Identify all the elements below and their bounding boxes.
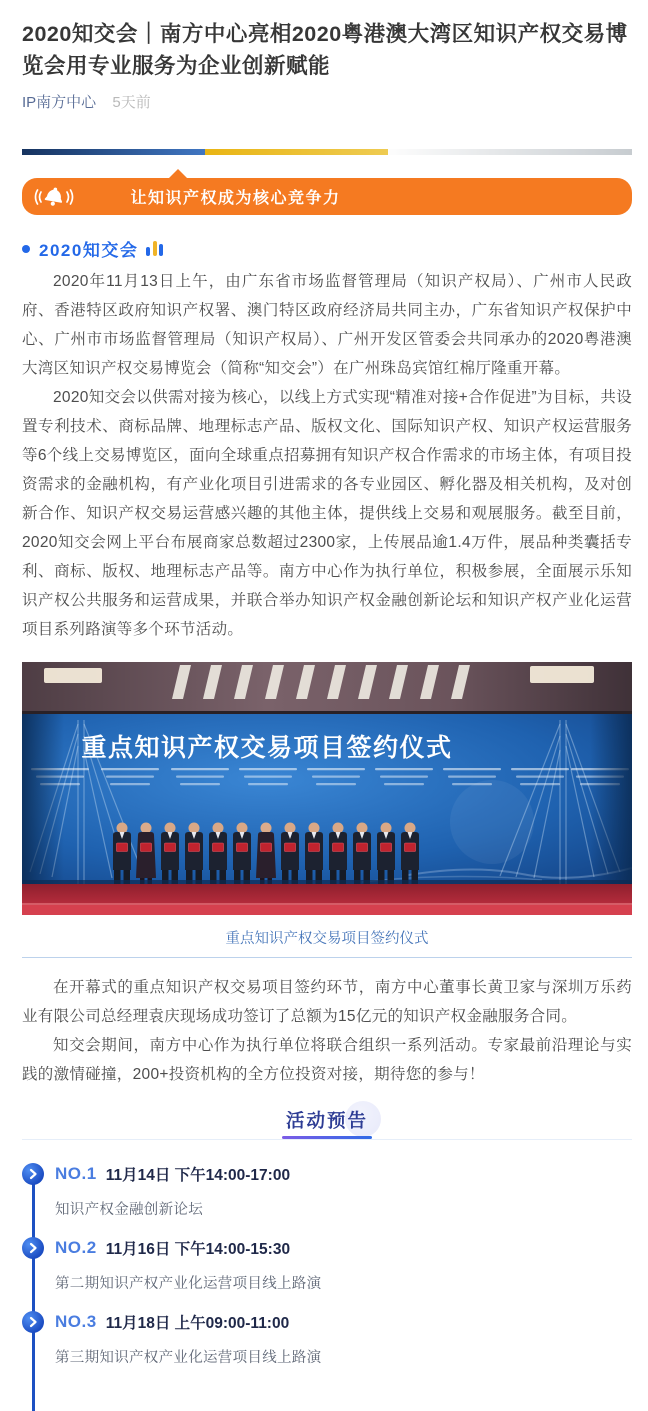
chevron-circle-icon xyxy=(22,1237,44,1259)
events-title-underline xyxy=(282,1136,372,1139)
event-datetime: 11月14日 下午14:00-17:00 xyxy=(105,1167,291,1184)
section-title: 2020知交会 xyxy=(39,241,139,260)
slogan-banner xyxy=(22,178,632,215)
timeline-event-1 xyxy=(22,1163,632,1219)
event-photo-figure xyxy=(22,662,632,948)
divider-gold-segment xyxy=(205,149,388,155)
paragraph-2: 2020知交会以供需对接为核心，以线上方式实现“精准对接+合作促进”为目标，共设置专利技术、商标品牌、地理标志产品、版权文化、国际知识产权、知识产权运营服务等6个线上交易博览区，面向全球重点招募拥有知识产权合作需求的市场主体，有项目投资需求的金融机构，有产业化项目引进需求的各专业园区、孵化器及相关机构，及对创新合作、知识产权交易运营感兴趣的其他主体，提供线上交易和观展服务。截至目前，2020知交会网上平台布展商家总数超过2300家，上传展品逾1.4万件，展品种类囊括专利、商标、版权、地理标志产品等。南方中心作为执行单位，积极参展，全面展示乐知识产权公共服务和运营成果，并联合举办知识产权金融创新论坛和知识产权产业化运营项目系列路演等多个环节活动。 xyxy=(22,389,632,638)
event-number: NO.1 xyxy=(55,1164,97,1183)
paragraph-4: 知交会期间，南方中心作为执行单位将联合组织一系列活动。专家最前沿理论与实践的激情碰撞，200+投资机构的全方位投资对接，期待您的参与！ xyxy=(22,1037,632,1083)
event-datetime: 11月18日 上午09:00-11:00 xyxy=(105,1315,290,1332)
event-head xyxy=(22,1163,632,1185)
banner-slogan-text: 让知识产权成为核心竞争力 xyxy=(130,190,341,207)
article-meta xyxy=(22,91,632,112)
photo-screen-title: 重点知识产权交易项目签约仪式 xyxy=(81,734,453,762)
article-title: 2020知交会｜南方中心亮相2020粤港澳大湾区知识产权交易博览会用专业服务为企业创新赋能 xyxy=(22,22,628,78)
bullet-dot xyxy=(22,245,30,253)
event-number: NO.2 xyxy=(55,1238,97,1257)
events-title xyxy=(286,1107,368,1137)
chevron-circle-icon xyxy=(22,1311,44,1333)
photo-ceiling xyxy=(22,662,632,715)
events-title-text: 活动预告 xyxy=(285,1110,368,1131)
chevron-circle-icon xyxy=(22,1163,44,1185)
events-timeline xyxy=(22,1163,632,1411)
photo-stage-floor xyxy=(22,880,632,915)
event-title: 第二期知识产权产业化运营项目线上路演 xyxy=(55,1276,322,1292)
author-link[interactable]: IP南方中心 xyxy=(22,94,97,111)
caption-divider xyxy=(22,957,632,958)
banner-notch xyxy=(168,169,188,179)
paragraph-1: 2020年11月13日上午，由广东省市场监督管理局（知识产权局）、广州市人民政府、香港特区政府知识产权署、澳门特区政府经济局共同主办，广东省知识产权保护中心、广州市市场监督管理局（知识产权局）、广州开发区管委会共同承办的2020粤港澳大湾区知识产权交易博览会（简称“知交会”）在广州珠岛宾馆红棉厅隆重开幕。 xyxy=(22,273,632,377)
event-title: 第三期知识产权产业化运营项目线上路演 xyxy=(55,1350,322,1366)
paragraph-3: 在开幕式的重点知识产权交易项目签约环节，南方中心董事长黄卫家与深圳万乐药业有限公司总经理袁庆现场成功签订了总额为15亿元的知识产权金融服务合同。 xyxy=(22,979,632,1025)
photo-caption: 重点知识产权交易项目签约仪式 xyxy=(225,931,429,947)
divider-gray-segment xyxy=(388,149,632,155)
decorative-gradient-divider xyxy=(22,149,632,155)
section-header xyxy=(22,236,632,261)
article-page xyxy=(0,18,648,1411)
timeline-event-3 xyxy=(22,1311,632,1367)
photo-left-vignette xyxy=(22,714,64,884)
bar-chart-icon xyxy=(146,241,166,256)
event-head xyxy=(22,1237,632,1259)
article-body xyxy=(0,149,648,1411)
publish-time: 5天前 xyxy=(112,94,151,111)
event-datetime: 11月16日 下午14:00-15:30 xyxy=(105,1241,291,1258)
screen-globe-glow xyxy=(450,780,534,864)
events-header-rule xyxy=(22,1139,632,1140)
events-header xyxy=(22,1107,632,1149)
event-title: 知识产权金融创新论坛 xyxy=(55,1202,203,1218)
signing-ceremony-photo[interactable] xyxy=(22,662,632,915)
divider-navy-segment xyxy=(22,149,205,155)
timeline-event-2 xyxy=(22,1237,632,1293)
event-number: NO.3 xyxy=(55,1312,97,1331)
photo-right-vignette xyxy=(590,714,632,884)
article-header xyxy=(0,18,648,112)
event-head xyxy=(22,1311,632,1333)
